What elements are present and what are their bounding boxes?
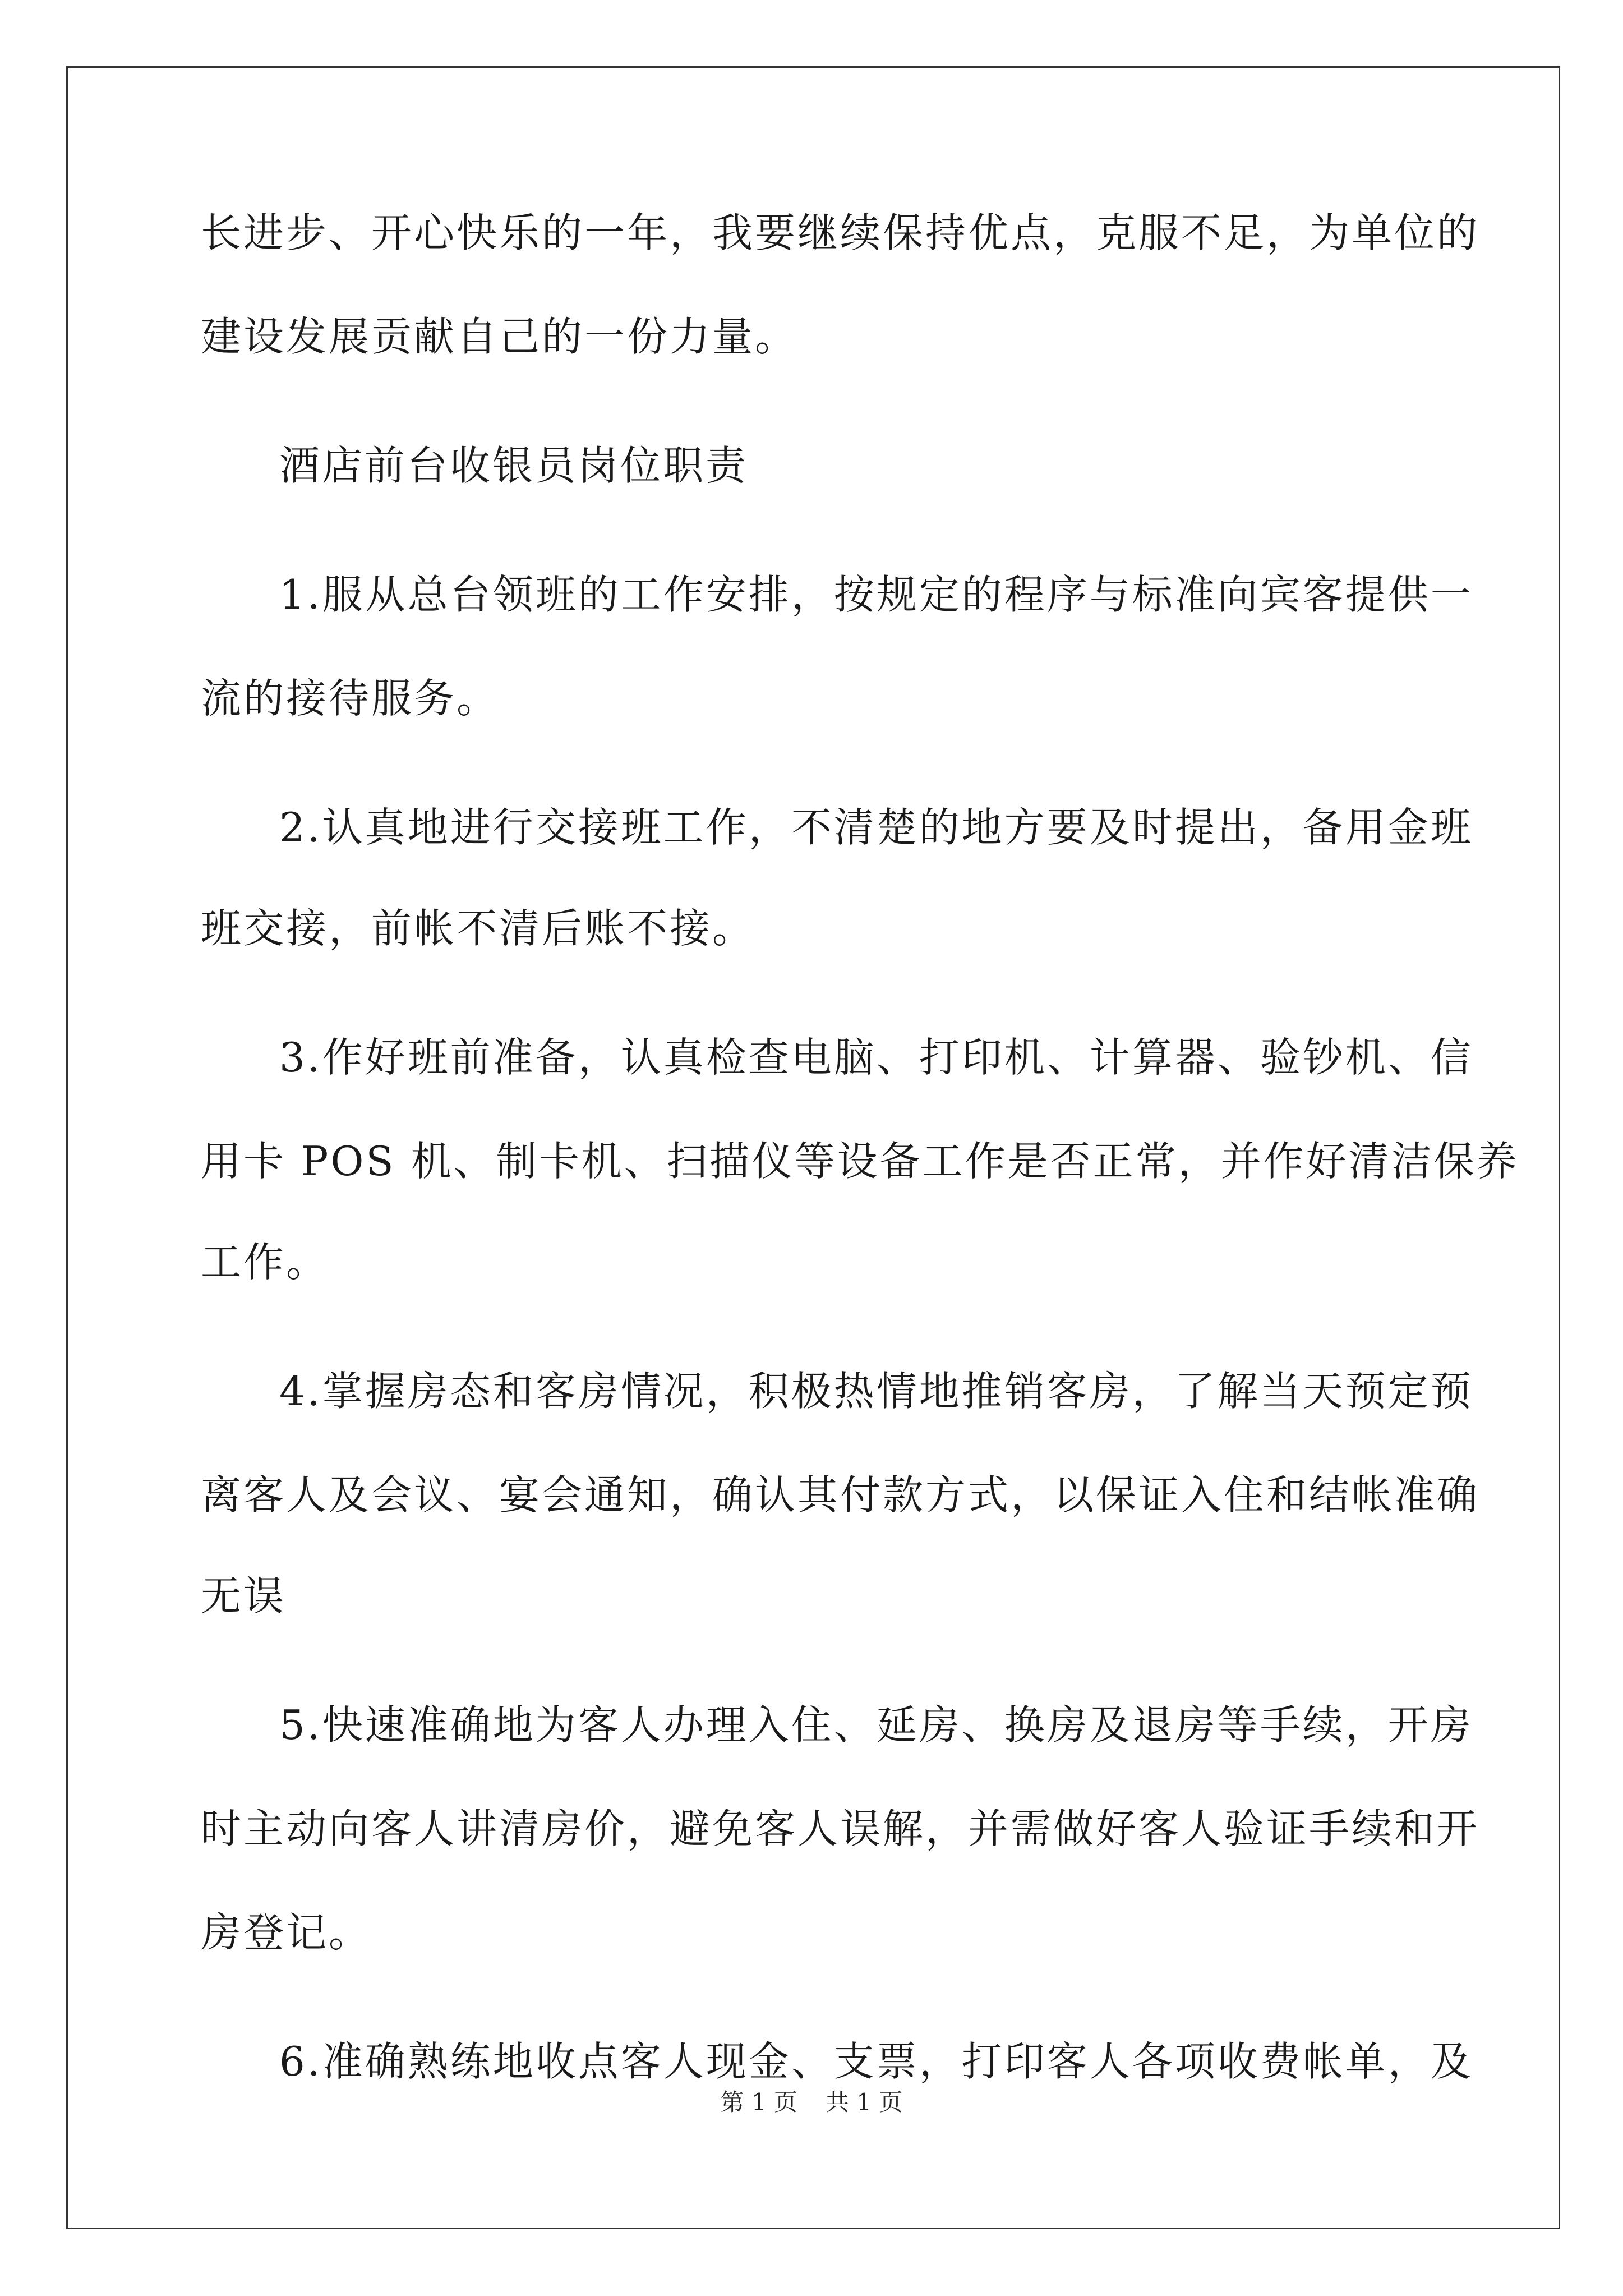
paragraph-line: 4.掌握房态和客房情况，积极热情地推销客房，了解当天预定预 [279, 1368, 1473, 1415]
paragraph-line: 无误 [201, 1572, 287, 1619]
paragraph-line: 时主动向客人讲清房价，避免客人误解，并需做好客人验证手续和开 [201, 1805, 1480, 1852]
paragraph-line: 1.服从总台领班的工作安排，按规定的程序与标准向宾客提供一 [279, 571, 1473, 618]
paragraph-line: 流的接待服务。 [201, 675, 500, 722]
paragraph-line: 长进步、开心快乐的一年，我要继续保持优点，克服不足，为单位的 [201, 209, 1480, 256]
paragraph-line: 用卡 POS 机、制卡机、扫描仪等设备工作是否正常，并作好清洁保养 [201, 1138, 1519, 1185]
paragraph-line: 2.认真地进行交接班工作，不清楚的地方要及时提出，备用金班 [279, 804, 1473, 851]
paragraph-line: 6.准确熟练地收点客人现金、支票，打印客人各项收费帐单，及 [279, 2038, 1473, 2085]
page-footer [0, 2086, 1623, 2119]
paragraph-line: 离客人及会议、宴会通知，确认其付款方式，以保证入住和结帐准确 [201, 1471, 1480, 1519]
section-heading: 酒店前台收银员岗位职责 [279, 442, 749, 489]
page-number: 第 1 页 [720, 2088, 797, 2116]
paragraph-line: 5.快速准确地为客人办理入住、延房、换房及退房等手续，开房 [279, 1701, 1473, 1749]
paragraph-line: 建设发展贡献自己的一份力量。 [201, 313, 798, 360]
paragraph-line: 3.作好班前准备，认真检查电脑、打印机、计算器、验钞机、信 [279, 1034, 1473, 1081]
paragraph-line: 房登记。 [201, 1909, 372, 1956]
paragraph-line: 工作。 [201, 1239, 329, 1286]
page-total: 共 1 页 [826, 2088, 903, 2116]
paragraph-line: 班交接，前帐不清后账不接。 [201, 905, 755, 952]
